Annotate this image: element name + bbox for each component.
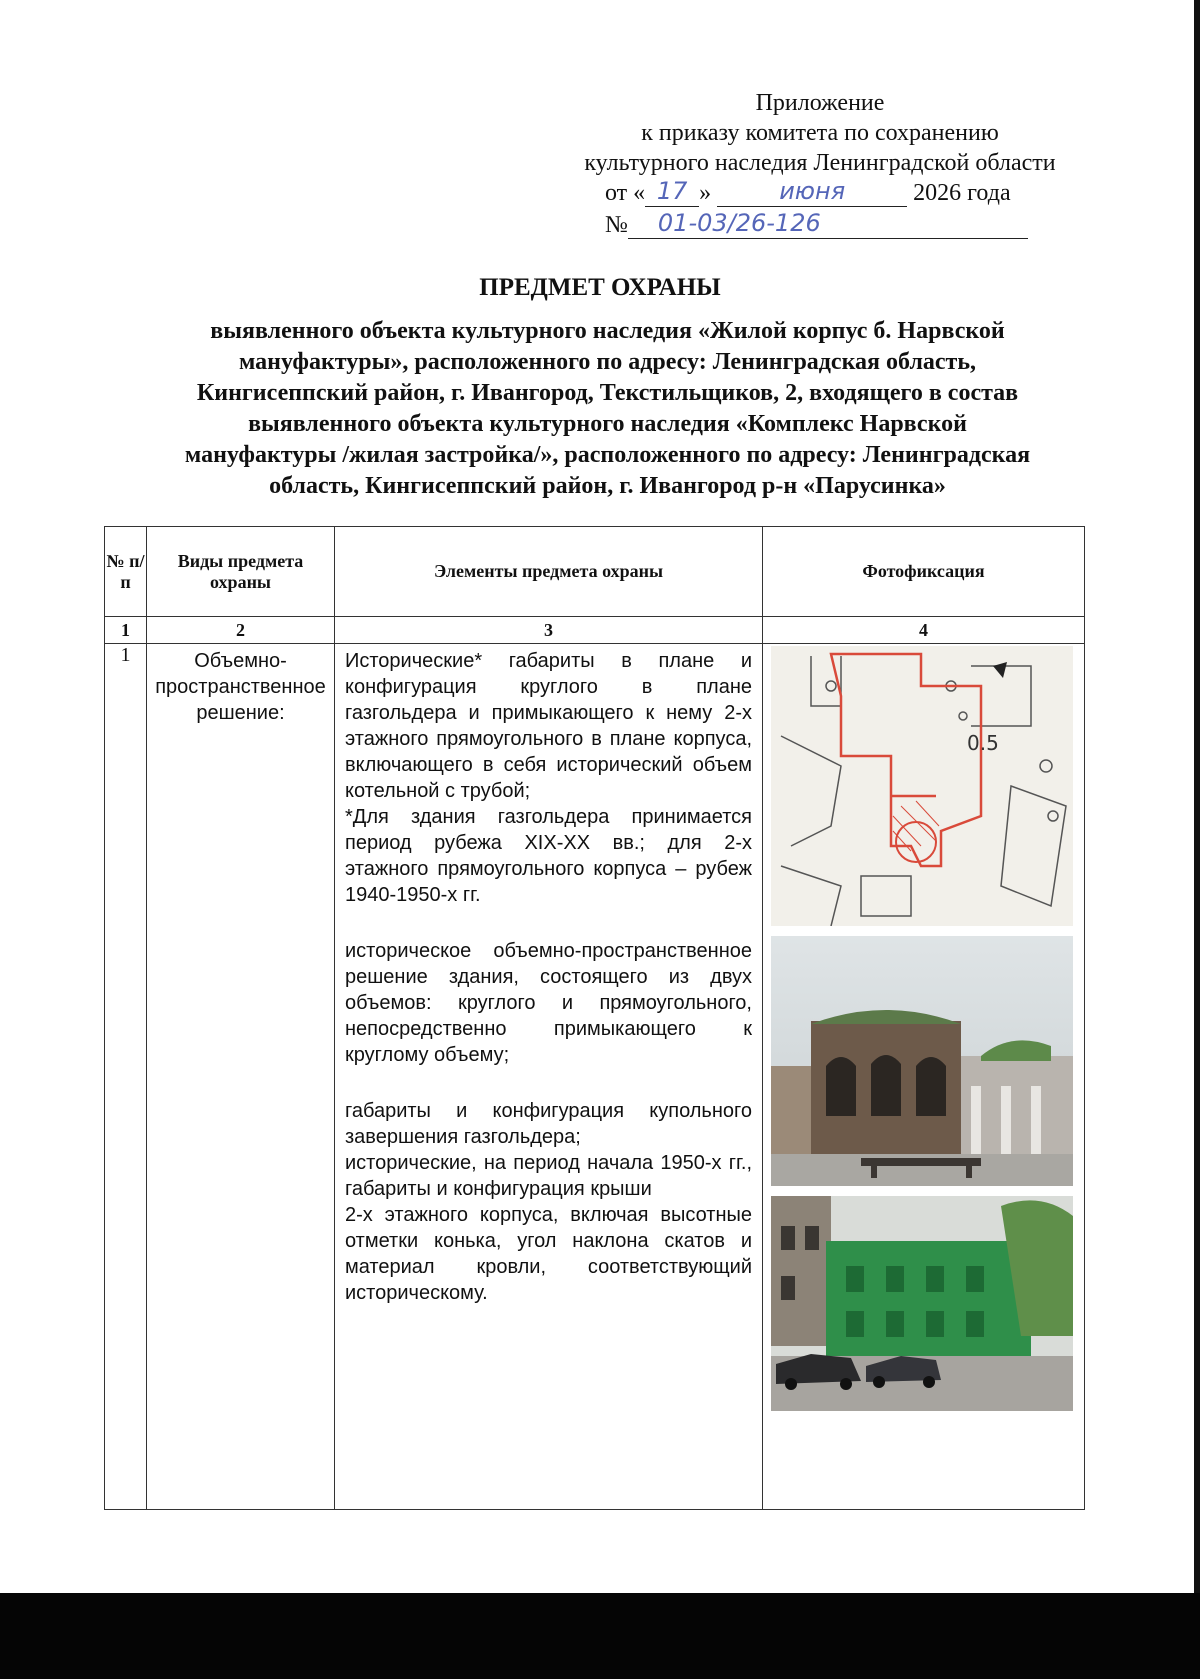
appendix-line2: к приказу комитета по сохранению	[641, 120, 999, 146]
subtitle-line: мануфактуры /жилая застройка/», расположенного по адресу: Ленинградская	[184, 442, 1031, 468]
appendix-line1: Приложение	[755, 90, 885, 116]
column-number: 3	[335, 617, 763, 644]
table-row	[105, 644, 1085, 1510]
document-subtitle	[115, 316, 1100, 502]
protection-table	[104, 526, 1085, 1510]
map-label: 0.5	[967, 731, 999, 755]
element-text: исторические, на период начала 1950-х гг., габариты и конфигурация крыши	[345, 1152, 752, 1200]
column-number-row	[105, 617, 1085, 644]
order-date	[605, 177, 1011, 207]
column-number: 1	[105, 617, 147, 644]
subtitle-line: выявленного объекта культурного наследия «Комплекс Нарвской	[248, 411, 967, 437]
element-text: 2-х этажного корпуса, включая высотные отметки конька, угол наклона скатов и материал кровли, соответствующий историческому.	[345, 1204, 752, 1304]
appendix-line3: культурного наследия Ленинградской области	[584, 150, 1056, 176]
order-number	[605, 209, 1028, 239]
document-title: ПРЕДМЕТ ОХРАНЫ	[479, 274, 721, 301]
column-number: 2	[147, 617, 335, 644]
subtitle-line: выявленного объекта культурного наследия «Жилой корпус б. Нарвской	[210, 318, 1005, 344]
header-photo: Фотофиксация	[763, 527, 1085, 617]
row-number: 1	[105, 644, 147, 1510]
row-photos	[763, 644, 1085, 1510]
number-prefix: №	[605, 212, 628, 238]
building-photo-gasholder	[771, 936, 1073, 1186]
scan-edge-bottom	[0, 1593, 1200, 1679]
element-text: историческое объемно-пространственное решение здания, состоящего из двух объемов: круглого и прямоугольного, непосредственно примыкающего к круглому объему;	[345, 940, 752, 1066]
element-text: габариты и конфигурация купольного завершения газгольдера;	[345, 1100, 752, 1148]
building-photo-corpus	[771, 1196, 1073, 1411]
subtitle-line: мануфактуры», расположенного по адресу: Ленинградская область,	[238, 349, 977, 375]
date-prefix: от «	[605, 180, 646, 206]
element-text: Исторические* габариты в плане и конфигурация круглого в плане газгольдера и примыкающего к нему 2-х этажного прямоугольного в плане корпуса, включающего в себя исторический объем котельной с трубой;	[345, 650, 752, 802]
appendix-block	[540, 88, 1100, 178]
date-year: 2026 года	[913, 180, 1011, 206]
header-elements: Элементы предмета охраны	[335, 527, 763, 617]
subtitle-line: область, Кингисеппский район, г. Ивангород р-н «Парусинка»	[269, 473, 946, 499]
date-mid: »	[699, 180, 712, 206]
date-month-handwritten: июня	[779, 177, 846, 205]
scan-edge-right	[1194, 0, 1200, 1679]
table-header-row	[105, 527, 1085, 617]
row-elements	[335, 644, 763, 1510]
date-day-handwritten: 17	[656, 177, 688, 205]
site-plan-image	[771, 646, 1073, 926]
subtitle-line: Кингисеппский район, г. Ивангород, Текстильщиков, 2, входящего в состав	[196, 380, 1019, 406]
header-num: № п/ п	[105, 527, 147, 617]
column-number: 4	[763, 617, 1085, 644]
header-kind: Виды предмета охраны	[147, 527, 335, 617]
element-footnote: *Для здания газгольдера принимается период рубежа XIX-XX вв.; для 2-х этажного прямоугольного корпуса – рубеж 1940-1950-х гг.	[345, 806, 752, 906]
row-kind: Объемно-пространственное решение:	[147, 644, 335, 1510]
number-handwritten: 01-03/26-126	[657, 209, 821, 237]
